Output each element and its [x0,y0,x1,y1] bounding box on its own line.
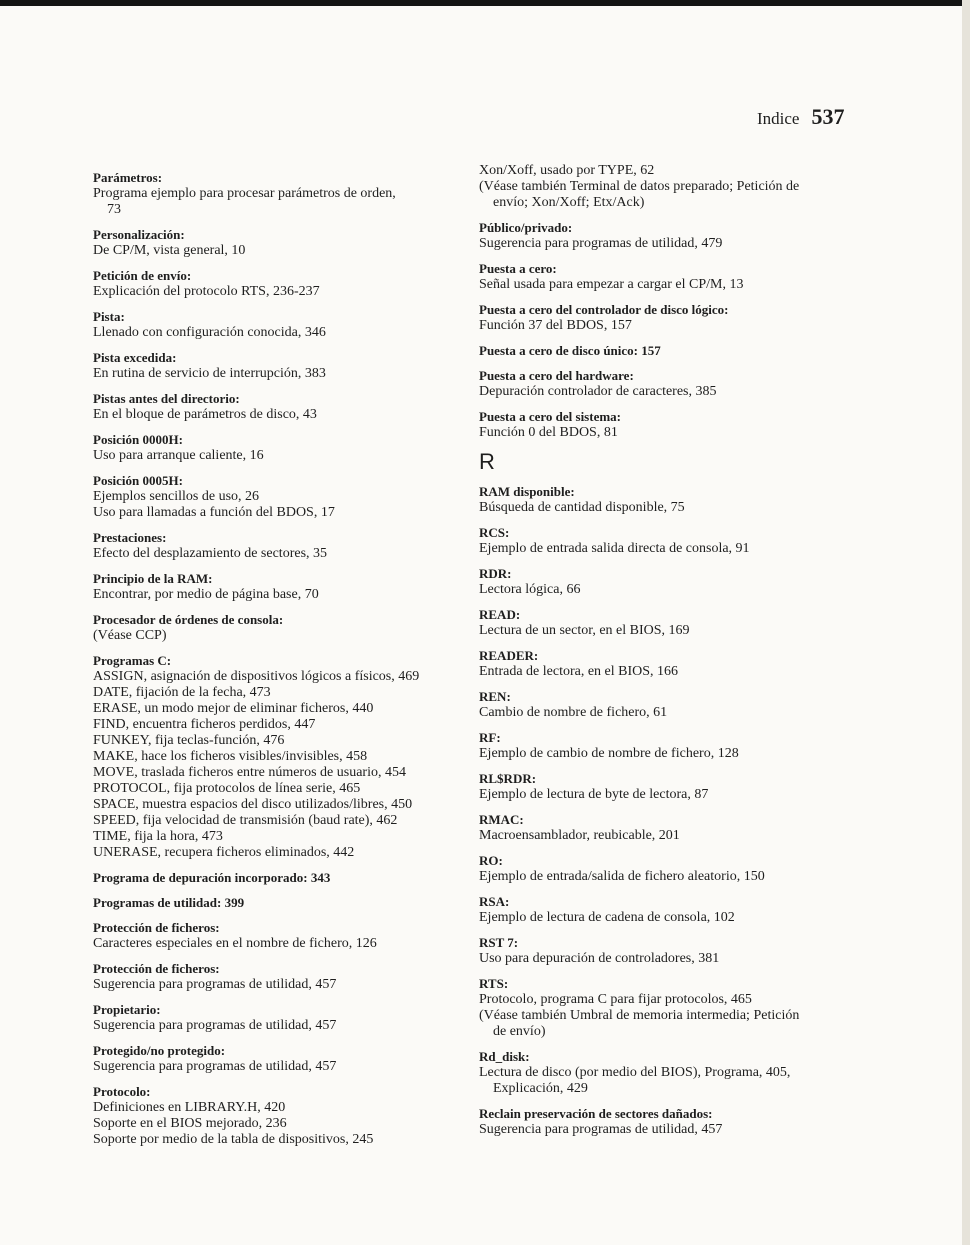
index-entry [479,220,849,252]
index-subentry: MOVE, traslada ficheros entre números de usuario, 454 [93,765,406,780]
index-entry [93,653,463,861]
index-subentry: SPEED, fija velocidad de transmisión (baud rate), 462 [93,813,398,828]
index-entry [93,920,463,952]
index-term: Protección de ficheros: [93,920,220,935]
index-entry [93,350,463,382]
index-subentry: MAKE, hace los ficheros visibles/invisibles, 458 [93,749,368,764]
index-subentry: UNERASE, recupera ficheros eliminados, 442 [93,845,355,860]
index-term: Programas C: [93,653,172,668]
index-subentry: Búsqueda de cantidad disponible, 75 [479,500,685,515]
index-entry [479,812,849,844]
index-term: Programas de utilidad: 399 [93,895,245,910]
index-subentry: (Véase CCP) [93,628,167,643]
index-entry [479,1106,849,1138]
index-subentry: Lectora lógica, 66 [479,582,581,597]
index-term: Público/privado: [479,220,573,235]
index-subentry: TIME, fija la hora, 473 [93,829,223,844]
index-term: RSA: [479,894,510,909]
index-entry [479,935,849,967]
index-entry [479,607,849,639]
index-subentry: Sugerencia para programas de utilidad, 457 [93,1018,337,1033]
index-column-left [93,170,463,1157]
index-subentry: Señal usada para empezar a cargar el CP/M, 13 [479,277,744,292]
index-entry [479,261,849,293]
index-subentry: En el bloque de parámetros de disco, 43 [93,407,317,422]
index-subentry: ERASE, un modo mejor de eliminar ficheros, 440 [93,701,374,716]
index-subentry: ASSIGN, asignación de dispositivos lógicos a físicos, 469 [93,669,420,684]
index-subentry: PROTOCOL, fija protocolos de línea serie, 465 [93,781,361,796]
index-term: RMAC: [479,812,524,827]
index-subentry: Lectura de disco (por medio del BIOS), Programa, 405, [479,1065,791,1080]
index-subentry: Encontrar, por medio de página base, 70 [93,587,319,602]
index-subentry: En rutina de servicio de interrupción, 383 [93,366,326,381]
index-term: RTS: [479,976,509,991]
index-term: Reclain preservación de sectores dañados: [479,1106,713,1121]
index-term: READER: [479,648,539,663]
index-term: RAM disponible: [479,484,575,499]
index-subentry: Definiciones en LIBRARY.H, 420 [93,1100,286,1115]
page-header [757,104,877,130]
index-subentry: Xon/Xoff, usado por TYPE, 62 [479,163,655,178]
index-term: Posición 0000H: [93,432,183,447]
index-subentry: Función 0 del BDOS, 81 [479,425,618,440]
index-column-right [479,163,849,1147]
index-subentry: Ejemplos sencillos de uso, 26 [93,489,260,504]
index-entry [479,163,849,211]
index-entry [479,689,849,721]
index-entry [93,1002,463,1034]
index-subentry: Soporte por medio de la tabla de dispositivos, 245 [93,1132,374,1147]
index-entry [479,368,849,400]
index-subentry: Uso para arranque caliente, 16 [93,448,264,463]
index-subentry: Protocolo, programa C para fijar protocolos, 465 [479,992,752,1007]
index-subentry: (Véase también Umbral de memoria intermedia; Petición [479,1008,800,1023]
index-subentry: Soporte en el BIOS mejorado, 236 [93,1116,287,1131]
index-term: Rd_disk: [479,1049,530,1064]
page-edge-shadow [962,0,970,1245]
index-entry [479,566,849,598]
index-subentry: 73 [107,202,121,217]
index-term: Personalización: [93,227,185,242]
index-entry [479,771,849,803]
index-entry [93,612,463,644]
index-term: Protección de ficheros: [93,961,220,976]
index-subentry: De CP/M, vista general, 10 [93,243,246,258]
index-subentry: Uso para llamadas a función del BDOS, 17 [93,505,335,520]
index-subentry: Ejemplo de entrada salida directa de consola, 91 [479,541,750,556]
index-subentry: Uso para depuración de controladores, 381 [479,951,720,966]
index-term: Principio de la RAM: [93,571,213,586]
section-letter: R [479,449,495,474]
index-entry [93,170,463,218]
index-entry [93,530,463,562]
index-subentry: envío; Xon/Xoff; Etx/Ack) [493,195,645,210]
index-subentry: Ejemplo de lectura de byte de lectora, 87 [479,787,709,802]
index-subentry: de envío) [493,1024,546,1039]
index-entry [93,1084,463,1148]
index-term: Puesta a cero de disco único: 157 [479,343,661,358]
index-subentry: (Véase también Terminal de datos preparado; Petición de [479,179,800,194]
index-subentry: FUNKEY, fija teclas-función, 476 [93,733,285,748]
index-entry [479,976,849,1040]
index-subentry: Entrada de lectora, en el BIOS, 166 [479,664,679,679]
index-entry [479,730,849,762]
index-term: RDR: [479,566,512,581]
index-term: REN: [479,689,511,704]
index-subentry: Sugerencia para programas de utilidad, 457 [93,1059,337,1074]
index-term: Posición 0005H: [93,473,183,488]
index-term: Parámetros: [93,170,163,185]
index-term: Puesta a cero del controlador de disco lógico: [479,302,729,317]
index-right-top [479,163,849,441]
index-subentry: Lectura de un sector, en el BIOS, 169 [479,623,690,638]
index-subentry: Explicación del protocolo RTS, 236-237 [93,284,320,299]
index-entry [479,343,849,359]
index-entry [93,870,463,886]
index-entry [93,1043,463,1075]
index-term: Protocolo: [93,1084,151,1099]
index-term: RF: [479,730,501,745]
top-edge-bar [0,0,970,6]
index-entry [93,391,463,423]
index-term: Procesador de órdenes de consola: [93,612,284,627]
index-subentry: Macroensamblador, reubicable, 201 [479,828,680,843]
index-subentry: SPACE, muestra espacios del disco utilizados/libres, 450 [93,797,413,812]
index-entry [93,268,463,300]
index-term: READ: [479,607,521,622]
page-number: 537 [811,104,845,129]
index-subentry: Depuración controlador de caracteres, 385 [479,384,717,399]
index-term: RST 7: [479,935,519,950]
index-subentry: Cambio de nombre de fichero, 61 [479,705,668,720]
index-subentry: Ejemplo de cambio de nombre de fichero, 128 [479,746,739,761]
index-term: Propietario: [93,1002,161,1017]
index-subentry: Sugerencia para programas de utilidad, 457 [93,977,337,992]
index-entry [479,1049,849,1097]
index-subentry: Función 37 del BDOS, 157 [479,318,632,333]
index-subentry: Llenado con configuración conocida, 346 [93,325,326,340]
index-term: Petición de envío: [93,268,192,283]
index-term: Protegido/no protegido: [93,1043,226,1058]
index-term: Pista excedida: [93,350,177,365]
index-term: Puesta a cero: [479,261,557,276]
index-entry [93,961,463,993]
index-entry [479,409,849,441]
index-subentry: Explicación, 429 [493,1081,588,1096]
index-entry [93,895,463,911]
index-entry [479,302,849,334]
index-subentry: Efecto del desplazamiento de sectores, 35 [93,546,328,561]
index-subentry: Ejemplo de lectura de cadena de consola, 102 [479,910,735,925]
index-term: Pistas antes del directorio: [93,391,240,406]
index-entry [93,571,463,603]
index-subentry: Ejemplo de entrada/salida de fichero aleatorio, 150 [479,869,765,884]
header-title: Indice [757,109,800,128]
index-entry [479,484,849,516]
index-entry [479,648,849,680]
index-entry [479,525,849,557]
index-entry [479,894,849,926]
index-term: Puesta a cero del hardware: [479,368,634,383]
index-subentry: DATE, fijación de la fecha, 473 [93,685,271,700]
index-term: Pista: [93,309,125,324]
index-subentry: Sugerencia para programas de utilidad, 457 [479,1122,723,1137]
index-term: RCS: [479,525,510,540]
index-entry [93,473,463,521]
index-entry [479,853,849,885]
index-entry [93,227,463,259]
index-subentry: Caracteres especiales en el nombre de fichero, 126 [93,936,377,951]
index-term: Programa de depuración incorporado: 343 [93,870,331,885]
index-term: Puesta a cero del sistema: [479,409,622,424]
index-term: Prestaciones: [93,530,167,545]
index-subentry: Programa ejemplo para procesar parámetros de orden, [93,186,396,201]
index-subentry: Sugerencia para programas de utilidad, 479 [479,236,723,251]
index-subentry: FIND, encuentra ficheros perdidos, 447 [93,717,316,732]
index-right-bottom [479,484,849,1138]
index-term: RL$RDR: [479,771,537,786]
index-entry [93,432,463,464]
index-term: RO: [479,853,503,868]
index-entry [93,309,463,341]
